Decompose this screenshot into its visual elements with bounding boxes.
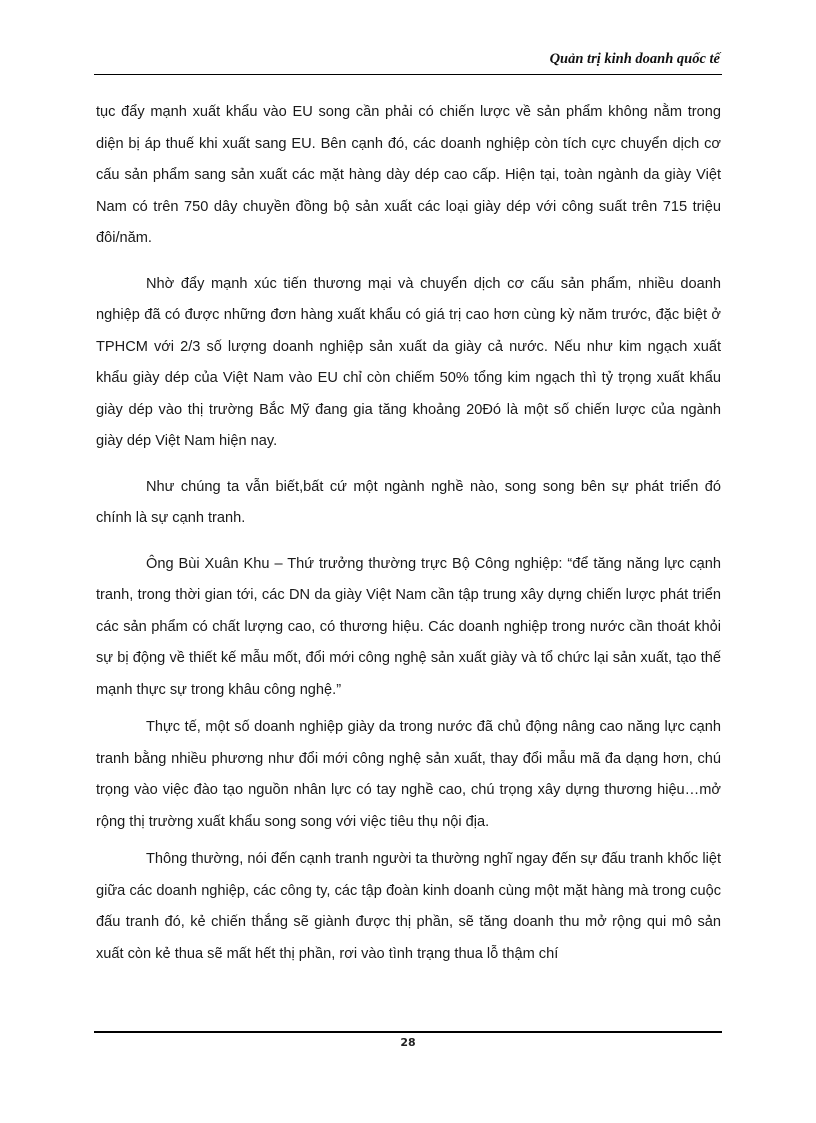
paragraph-competition-intro: Như chúng ta vẫn biết,bất cứ một ngành nghề nào, song song bên sự phát triển đó chính là sự cạnh tranh.	[96, 478, 721, 526]
paragraph-competition-definition: Thông thường, nói đến cạnh tranh người ta thường nghĩ ngay đến sự đấu tranh khốc liệt giữa các doanh nghiệp, các công ty, các tập đoàn kinh doanh cùng một mặt hàng mà trong cuộc đấu tranh đó, kẻ chiến thắng sẽ giành được thị phần, sẽ tăng doanh thu mở rộng qui mô sản xuất còn kẻ thua sẽ mất hết thị phần, rơi vào tình trạng thua lỗ thậm chí	[96, 851, 721, 962]
running-header-title: Quản trị kinh doanh quốc tế	[549, 51, 720, 67]
document-body	[96, 97, 721, 970]
paragraph-export-promotion: Nhờ đẩy mạnh xúc tiến thương mại và chuyển dịch cơ cấu sản phẩm, nhiều doanh nghiệp đã có được những đơn hàng xuất khẩu có giá trị cao hơn cùng kỳ năm trước, đặc biệt ở TPHCM với 2/3 số lượng doanh nghiệp sản xuất da giày cả nước. Nếu như kim ngạch xuất khẩu giày dép của Việt Nam vào EU chỉ còn chiếm 50% tổng kim ngạch thì tỷ trọng xuất khẩu giày dép vào thị trường Bắc Mỹ đang gia tăng khoảng 20Đó là một số chiến lược của ngành giày dép Việt Nam hiện nay.	[96, 275, 721, 449]
page-number: 28	[400, 1036, 416, 1049]
footer-divider	[94, 1031, 722, 1033]
header-divider	[94, 74, 722, 75]
paragraph-continuation: tục đẩy mạnh xuất khẩu vào EU song cần phải có chiến lược về sản phẩm không nằm trong diện bị áp thuế khi xuất sang EU. Bên cạnh đó, các doanh nghiệp còn tích cực chuyển dịch cơ cấu sản phẩm sang sản xuất các mặt hàng dày dép cao cấp. Hiện tại, toàn ngành da giày Việt Nam có trên 750 dây chuyền đồng bộ sản xuất các loại giày dép với công suất trên 715 triệu đôi/năm.	[96, 104, 721, 246]
paragraph-deputy-minister-quote: Ông Bùi Xuân Khu – Thứ trưởng thường trực Bộ Công nghiệp: “để tăng năng lực cạnh tranh, trong thời gian tới, các DN da giày Việt Nam cần tập trung xây dựng chiến lược phát triển các sản phẩm có chất lượng cao, có thương hiệu. Các doanh nghiệp trong nước cần thoát khỏi sự bị động về thiết kế mẫu mốt, đổi mới công nghệ sản xuất giày và tổ chức lại sản xuất, tạo thế mạnh thực sự trong khâu công nghệ.”	[96, 555, 721, 698]
paragraph-enterprise-actions: Thực tế, một số doanh nghiệp giày da trong nước đã chủ động nâng cao năng lực cạnh tranh bằng nhiều phương như đổi mới công nghệ sản xuất, thay đổi mẫu mã đa dạng hơn, chú trọng vào việc đào tạo nguồn nhân lực có tay nghề cao, chú trọng xây dựng thương hiệu…mở rộng thị trường xuất khẩu song song với việc tiêu thụ nội địa.	[96, 719, 721, 830]
